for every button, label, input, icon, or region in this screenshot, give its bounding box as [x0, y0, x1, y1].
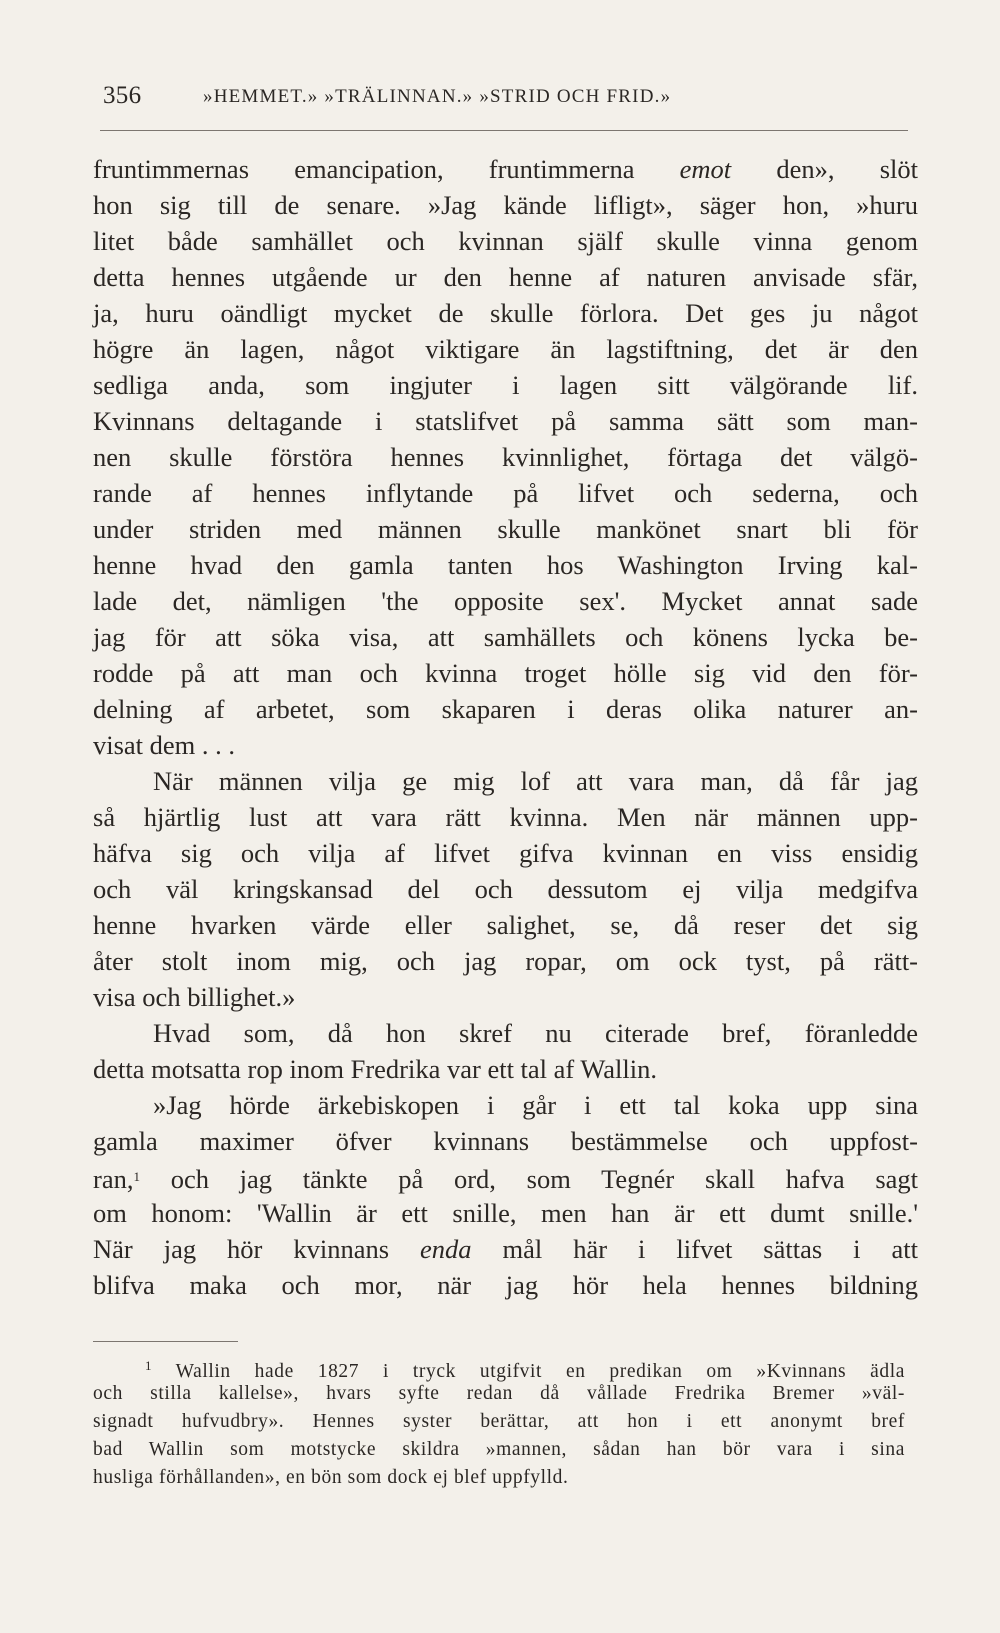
text-line: När männen vilja ge mig lof att vara man, då får jag: [153, 766, 918, 796]
text-line: häfva sig och vilja af lifvet gifva kvinnan en viss ensidig: [93, 838, 918, 868]
text-line: [93, 1159, 918, 1195]
text-line: lade det, nämligen 'the opposite sex'. Mycket annat sade: [93, 586, 918, 616]
text-segment: ran,: [93, 1164, 134, 1194]
text-line: rande af hennes inflytande på lifvet och sederna, och: [93, 478, 918, 508]
text-line: delning af arbetet, som skaparen i deras olika naturer an-: [93, 694, 918, 724]
text-line: jag för att söka visa, att samhällets och könens lycka be-: [93, 622, 918, 652]
italic-word: emot: [679, 154, 732, 184]
running-title: »HEMMET.» »TRÄLINNAN.» »STRID OCH FRID.»: [203, 86, 672, 107]
footnote-line: husliga förhållanden», en bön som dock ej blef uppfylld.: [93, 1467, 569, 1488]
text-line: [93, 1231, 918, 1267]
text-line: åter stolt inom mig, och jag ropar, om ock tyst, på rätt-: [93, 946, 918, 976]
text-segment: När jag hör kvinnans: [93, 1234, 421, 1264]
text-line: rodde på att man och kvinna troget hölle sig vid den för-: [93, 658, 918, 688]
text-line: henne hvad den gamla tanten hos Washington Irving kal-: [93, 550, 918, 580]
text-line: så hjärtlig lust att vara rätt kvinna. Men när männen upp-: [93, 802, 918, 832]
text-line: visat dem . . .: [93, 730, 236, 760]
footnote-line: och stilla kallelse», hvars syfte redan då vållade Fredrika Bremer »väl-: [93, 1383, 905, 1404]
text-line: detta hennes utgående ur den henne af naturen anvisade sfär,: [93, 262, 918, 292]
text-line: sedliga anda, som ingjuter i lagen sitt välgörande lif.: [93, 370, 918, 400]
text-line: henne hvarken värde eller salighet, se, då reser det sig: [93, 910, 918, 940]
footnote-marker: 1: [133, 1169, 140, 1184]
text-line: ja, huru oändligt mycket de skulle förlora. Det ges ju något: [93, 298, 918, 328]
text-line: gamla maximer öfver kvinnans bestämmelse och uppfost-: [93, 1126, 918, 1156]
text-line: under striden med männen skulle mankönet snart bli för: [93, 514, 918, 544]
body-text: [93, 151, 918, 1303]
footnote-number: 1: [145, 1358, 153, 1373]
text-line: om honom: 'Wallin är ett snille, men han är ett dumt snille.': [93, 1198, 918, 1228]
page-number: 356: [103, 82, 142, 109]
text-line: blifva maka och mor, när jag hör hela hennes bildning: [93, 1270, 918, 1300]
italic-word: enda: [420, 1234, 472, 1264]
text-segment: fruntimmernas emancipation, fruntimmerna: [93, 154, 680, 184]
text-line: nen skulle förstöra hennes kvinnlighet, förtaga det välgö-: [93, 442, 918, 472]
footnotes: [93, 1352, 905, 1492]
text-segment: mål här i lifvet sättas i att: [471, 1234, 918, 1264]
text-line: visa och billighet.»: [93, 982, 296, 1012]
text-line: Hvad som, då hon skref nu citerade bref, föranledde: [153, 1018, 918, 1048]
text-segment: den», slöt: [731, 154, 918, 184]
text-line: litet både samhället och kvinnan själf skulle vinna genom: [93, 226, 918, 256]
footnote-line: signadt hufvudbry». Hennes syster berättar, att hon i ett anonymt bref: [93, 1411, 905, 1432]
text-line: [93, 151, 918, 187]
footnote-line: bad Wallin som motstycke skildra »mannen, sådan han bör vara i sina: [93, 1439, 905, 1460]
page-header: [103, 82, 903, 122]
text-line: Kvinnans deltagande i statslifvet på samma sätt som man-: [93, 406, 918, 436]
text-line: och väl kringskansad del och dessutom ej vilja medgifva: [93, 874, 918, 904]
text-line: detta motsatta rop inom Fredrika var ett tal af Wallin.: [93, 1054, 658, 1084]
text-line: »Jag hörde ärkebiskopen i går i ett tal koka upp sina: [153, 1090, 918, 1120]
text-segment: och jag tänkte på ord, som Tegnér skall hafva sagt: [170, 1164, 919, 1194]
footnote-rule: [93, 1341, 238, 1342]
footnote-line: [93, 1352, 905, 1380]
text-line: hon sig till de senare. »Jag kände lifligt», säger hon, »huru: [93, 190, 918, 220]
header-rule: [100, 130, 908, 131]
text-segment: Wallin hade 1827 i tryck utgifvit en predikan om »Kvinnans ädla: [175, 1361, 905, 1382]
text-line: högre än lagen, något viktigare än lagstiftning, det är den: [93, 334, 918, 364]
